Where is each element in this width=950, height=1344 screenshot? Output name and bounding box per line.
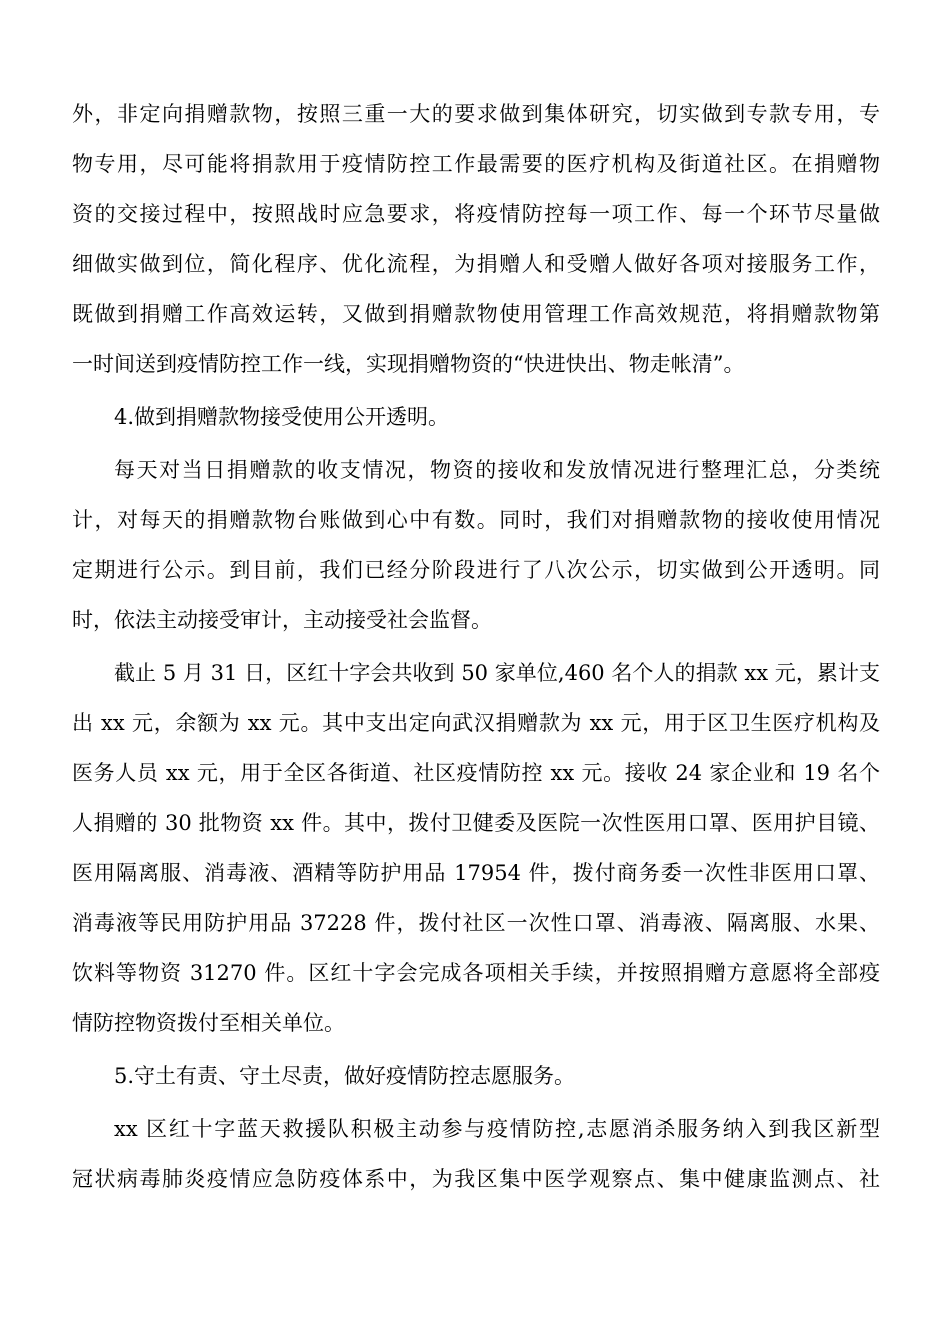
paragraph-4-line-6: 消毒液等民用防护用品 37228 件，拨付社区一次性口罩、消毒液、隔离服、水果、 (72, 911, 880, 935)
paragraph-3-line-2: 计，对每天的捐赠款物台账做到心中有数。同时，我们对捐赠款物的接收使用情况 (72, 508, 880, 532)
paragraph-4-line-8: 情防控物资拨付至相关单位。 (72, 1011, 345, 1035)
paragraph-3-line-3: 定期进行公示。到目前，我们已经分阶段进行了八次公示，切实做到公开透明。同 (72, 558, 880, 582)
paragraph-4-line-5: 医用隔离服、消毒液、酒精等防护用品 17954 件，拨付商务委一次性非医用口罩、 (72, 861, 880, 885)
paragraph-1-line-6: 一时间送到疫情防控工作一线，实现捐赠物资的“快进快出、物走帐清”。 (72, 352, 745, 376)
paragraph-1-line-2: 物专用，尽可能将捐款用于疫情防控工作最需要的医疗机构及街道社区。在捐赠物 (72, 152, 880, 176)
paragraph-4-line-7: 饮料等物资 31270 件。区红十字会完成各项相关手续，并按照捐赠方意愿将全部疫 (72, 961, 880, 985)
paragraph-6-line-2: 冠状病毒肺炎疫情应急防疫体系中，为我区集中医学观察点、集中健康监测点、社 (72, 1167, 880, 1191)
paragraph-4-line-4: 人捐赠的 30 批物资 xx 件。其中，拨付卫健委及医院一次性医用口罩、医用护目镜、 (72, 811, 880, 835)
section-heading-5: 5.守土有责、守土尽责，做好疫情防控志愿服务。 (114, 1064, 576, 1088)
paragraph-1-line-1: 外，非定向捐赠款物，按照三重一大的要求做到集体研究，切实做到专款专用，专 (72, 102, 880, 126)
paragraph-1-line-4: 细做实做到位，简化程序、优化流程，为捐赠人和受赠人做好各项对接服务工作， (72, 252, 880, 276)
section-heading-4: 4.做到捐赠款物接受使用公开透明。 (114, 405, 450, 429)
paragraph-3-line-4: 时，依法主动接受审计，主动接受社会监督。 (72, 608, 492, 632)
paragraph-4-line-1: 截止 5 月 31 日，区红十字会共收到 50 家单位,460 名个人的捐款 xx 元，累计支 (114, 661, 880, 685)
paragraph-4-line-2: 出 xx 元，余额为 xx 元。其中支出定向武汉捐赠款为 xx 元，用于区卫生医疗机构及 (72, 711, 880, 735)
paragraph-6-line-1: xx 区红十字蓝天救援队积极主动参与疫情防控,志愿消杀服务纳入到我区新型 (114, 1117, 880, 1141)
paragraph-1-line-5: 既做到捐赠工作高效运转，又做到捐赠款物使用管理工作高效规范，将捐赠款物第 (72, 302, 880, 326)
paragraph-4-line-3: 医务人员 xx 元，用于全区各街道、社区疫情防控 xx 元。接收 24 家企业和 19 名个 (72, 761, 880, 785)
paragraph-3-line-1: 每天对当日捐赠款的收支情况，物资的接收和发放情况进行整理汇总，分类统 (114, 458, 880, 482)
paragraph-1-line-3: 资的交接过程中，按照战时应急要求，将疫情防控每一项工作、每一个环节尽量做 (72, 202, 880, 226)
